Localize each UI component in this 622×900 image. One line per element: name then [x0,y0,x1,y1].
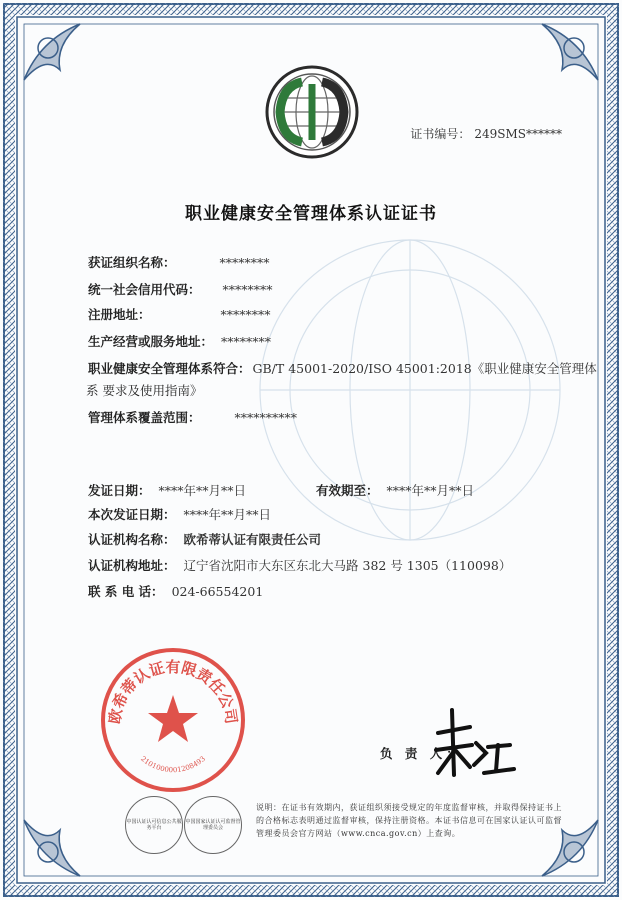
field-label: 获证组织名称： [88,255,176,270]
certificate-number-value: 249SMS****** [474,127,562,141]
qr-badge-right [184,796,242,854]
field-address [88,305,271,323]
field-credit-code [88,280,273,298]
qr-badge-right-text: 中国国家认证认可监督管理委员会 [185,819,241,831]
official-seal [98,645,248,795]
field-label: 管理体系覆盖范围： [88,410,201,425]
field-label: 发证日期： [88,483,151,498]
field-cert-body-name [88,530,321,548]
certificate-title: 职业健康安全管理体系认证证书 [185,204,437,224]
field-standard [88,359,597,377]
certificate-number [406,125,562,142]
field-value: 欧希蒂认证有限责任公司 [183,532,322,547]
field-value: ******** [222,282,273,297]
field-cert-body-address [88,556,511,574]
footer-note: 说明：在证书有效期内，获证组织须接受规定的年度监督审核，并取得保持证书上的合格标志表明通过监督审核，保持注册资格。本证书信息可在国家认证认可监督管理委员会官方网站（www.cnca.gov.cn）上查询。 [256,803,562,838]
field-standard-continued: 系 要求及使用指南》 [86,383,203,398]
field-valid-until [316,481,474,499]
qr-badge-left [125,796,183,854]
field-label: 联 系 电 话： [88,584,164,599]
field-value: 辽宁省沈阳市大东区东北大马路 382 号 1305（110098） [183,558,512,573]
seal-top-text: 欧希蒂认证有限责任公司 [105,658,241,726]
field-scope [88,408,297,426]
watermark-globe [250,230,570,550]
field-label: 认证机构地址： [88,558,176,573]
field-label: 有效期至： [316,483,379,498]
field-label: 认证机构名称： [88,532,176,547]
field-label: 职业健康安全管理体系符合： [88,361,251,376]
seal-star-icon [148,695,198,742]
field-value: 024-66554201 [171,584,264,599]
field-value: GB/T 45001-2020/ISO 45001:2018《职业健康安全管理体 [252,361,597,376]
signature [430,705,520,785]
field-value: ********** [234,410,298,425]
certificate-number-label: 证书编号： [410,127,471,141]
field-phone [88,582,263,600]
signer-label: 负 责 人： [380,746,463,761]
field-issue-date [88,481,246,499]
field-value: ******** [219,255,270,270]
field-value: ****年**月**日 [158,483,247,498]
field-org-name [88,253,270,271]
field-label: 本次发证日期： [88,507,176,522]
field-value: ******** [221,334,272,349]
field-label: 生产经营或服务地址： [88,334,214,349]
field-business-address [88,332,271,350]
field-label: 统一社会信用代码： [88,282,201,297]
certification-logo-icon [264,64,360,160]
field-value: ****年**月**日 [183,507,272,522]
seal-bottom-number: 2101000001208493 [139,754,207,775]
field-label: 注册地址： [88,307,151,322]
qr-badge-left-text: 中国认证认可信息公共服务平台 [126,819,182,831]
field-value: ****年**月**日 [386,483,475,498]
field-value: ******** [220,307,271,322]
field-this-issue-date [88,505,271,523]
